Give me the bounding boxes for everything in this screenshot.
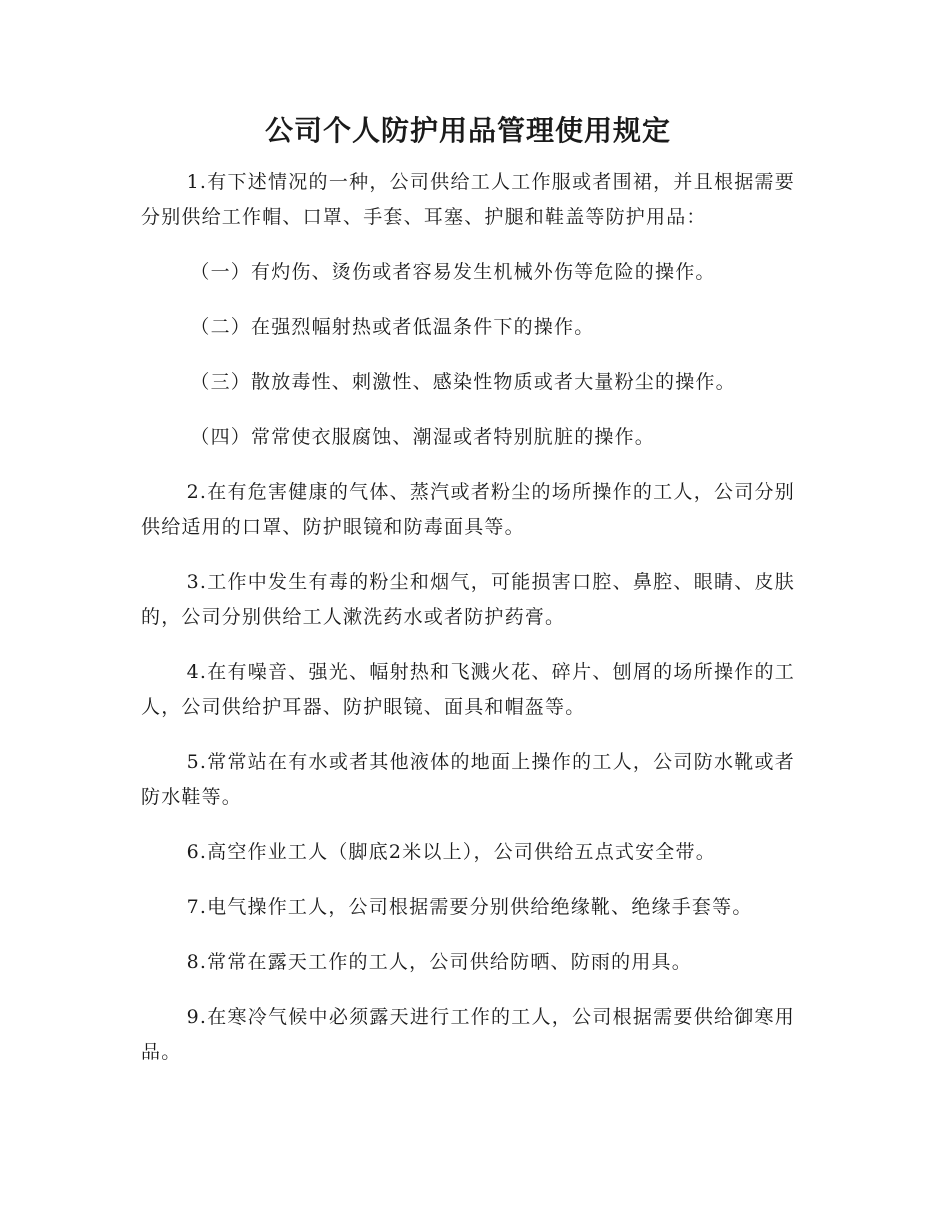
paragraph-1-item-1: （一）有灼伤、烫伤或者容易发生机械外伤等危险的操作。 — [190, 261, 716, 283]
paragraph-1: 1.有下述情况的一种，公司供给工人工作服或者围裙，并且根据需要分别供给工作帽、口罩、手套、耳塞、护腿和鞋盖等防护用品： — [141, 171, 795, 228]
paragraph-1-item-2: （二）在强烈幅射热或者低温条件下的操作。 — [190, 316, 595, 338]
paragraph-9: 9.在寒冷气候中必须露天进行工作的工人，公司根据需要供给御寒用品。 — [141, 1006, 795, 1063]
paragraph-5: 5.常常站在有水或者其他液体的地面上操作的工人，公司防水靴或者防水鞋等。 — [141, 751, 795, 808]
paragraph-7: 7.电气操作工人，公司根据需要分别供给绝缘靴、绝缘手套等。 — [186, 896, 753, 918]
paragraph-1-item-4: （四）常常使衣服腐蚀、潮湿或者特别肮脏的操作。 — [190, 426, 655, 448]
paragraph-8: 8.常常在露天工作的工人，公司供给防晒、防雨的用具。 — [186, 951, 692, 973]
paragraph-2: 2.在有危害健康的气体、蒸汽或者粉尘的场所操作的工人，公司分别供给适用的口罩、防护眼镜和防毒面具等。 — [141, 481, 795, 538]
document-title: 公司个人防护用品管理使用规定 — [264, 114, 671, 147]
document-body — [141, 165, 795, 1090]
paragraph-4: 4.在有噪音、强光、幅射热和飞溅火花、碎片、刨屑的场所操作的工人，公司供给护耳器、防护眼镜、面具和帽盔等。 — [141, 661, 795, 718]
paragraph-6: 6.高空作业工人（脚底2米以上），公司供给五点式安全带。 — [186, 841, 716, 863]
paragraph-1-item-3: （三）散放毒性、刺激性、感染性物质或者大量粉尘的操作。 — [190, 371, 736, 393]
paragraph-3: 3.工作中发生有毒的粉尘和烟气，可能损害口腔、鼻腔、眼睛、皮肤的，公司分别供给工人漱洗药水或者防护药膏。 — [141, 571, 795, 628]
